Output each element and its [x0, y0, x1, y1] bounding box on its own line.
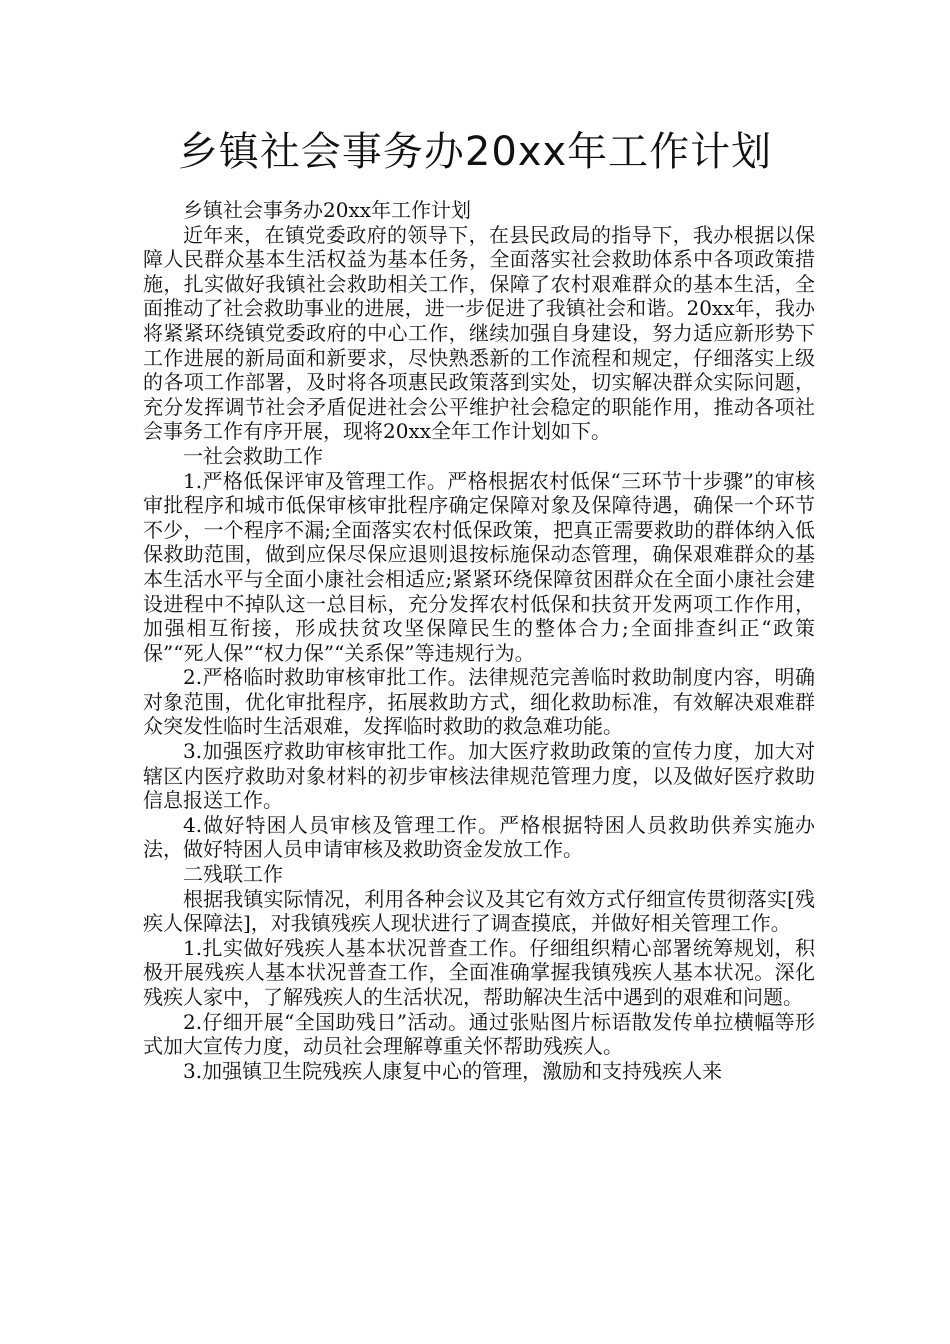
section-intro-paragraph: 根据我镇实际情况，利用各种会议及其它有效方式仔细宣传贯彻落实[残疾人保障法]，对我镇残疾人现状进行了调查摸底，并做好相关管理工作。 — [143, 886, 815, 936]
item-paragraph: 1.严格低保评审及管理工作。严格根据农村低保“三环节十步骤”的审核审批程序和城市低保审核审批程序确定保障对象及保障待遇，确保一个环节不少，一个程序不漏;全面落实农村低保政策，把真正需要救助的群体纳入低保救助范围，做到应保尽保应退则退按标施保动态管理，确保艰难群众的基本生活水平与全面小康社会相适应;紧紧环绕保障贫困群众在全面小康社会建设进程中不掉队这一总目标，充分发挥农村低保和扶贫开发两项工作作用，加强相互衔接，形成扶贫攻坚保障民生的整体合力;全面排查纠正“政策保”“死人保”“权力保”“关系保”等违规行为。 — [143, 468, 815, 665]
item-paragraph: 2.仔细开展“全国助残日”活动。通过张贴图片标语散发传单拉横幅等形式加大宣传力度，动员社会理解尊重关怀帮助残疾人。 — [143, 1009, 815, 1059]
subtitle-paragraph: 乡镇社会事务办20xx年工作计划 — [183, 198, 472, 222]
item-paragraph: 2.严格临时救助审核审批工作。法律规范完善临时救助制度内容，明确对象范围，优化审批程序，拓展救助方式，细化救助标准，有效解决艰难群众突发性临时生活艰难，发挥临时救助的救急难功能。 — [143, 665, 815, 739]
section-heading-disabled-federation: 二残联工作 — [183, 862, 283, 887]
item-paragraph: 4.做好特困人员审核及管理工作。严格根据特困人员救助供养实施办法，做好特困人员申请审核及救助资金发放工作。 — [143, 812, 815, 862]
item-paragraph: 1.扎实做好残疾人基本状况普查工作。仔细组织精心部署统筹规划，积极开展残疾人基本状况普查工作，全面准确掌握我镇残疾人基本状况。深化残疾人家中，了解残疾人的生活状况，帮助解决生活中遇到的艰难和问题。 — [143, 935, 815, 1009]
document-body — [143, 198, 815, 1083]
item-paragraph: 3.加强医疗救助审核审批工作。加大医疗救助政策的宣传力度，加大对辖区内医疗救助对象材料的初步审核法律规范管理力度，以及做好医疗救助信息报送工作。 — [143, 739, 815, 813]
section-heading-social-assistance: 一社会救助工作 — [183, 443, 323, 468]
item-paragraph: 3.加强镇卫生院残疾人康复中心的管理，激励和支持残疾人来 — [183, 1058, 723, 1083]
document-title: 乡镇社会事务办20xx年工作计划 — [177, 129, 773, 175]
intro-paragraph: 近年来，在镇党委政府的领导下，在县民政局的指导下，我办根据以保障人民群众基本生活权益为基本任务，全面落实社会救助体系中各项政策措施，扎实做好我镇社会救助相关工作，保障了农村艰难群众的基本生活，全面推动了社会救助事业的进展，进一步促进了我镇社会和谐。20xx年，我办将紧紧环绕镇党委政府的中心工作，继续加强自身建设，努力适应新形势下工作进展的新局面和新要求，尽快熟悉新的工作流程和规定，仔细落实上级的各项工作部署，及时将各项惠民政策落到实处，切实解决群众实际问题，充分发挥调节社会矛盾促进社会公平维护社会稳定的职能作用，推动各项社会事务工作有序开展，现将20xx全年工作计划如下。 — [143, 222, 815, 444]
